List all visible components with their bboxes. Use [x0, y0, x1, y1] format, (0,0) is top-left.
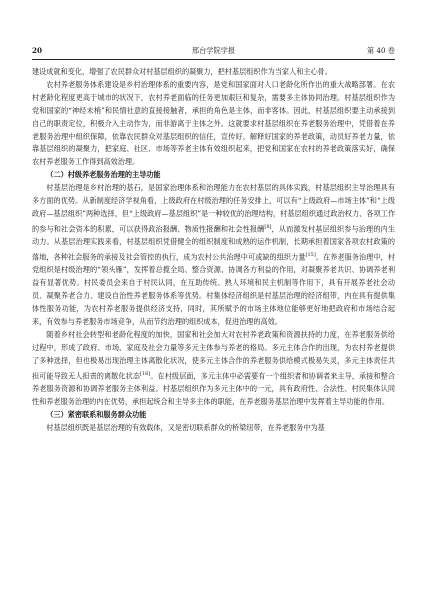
paragraph-text: 村基层组织既是基层治理的有效载体，又是密切联系群众的桥梁纽带，在养老服务中为基: [46, 422, 325, 432]
paragraph: [32, 329, 395, 409]
paragraph-text: 建设成就和变化，增强了农民群众对村基层组织的凝聚力，把村基层组织作为当家人和主心骨。: [32, 67, 332, 76]
paragraph: [32, 182, 395, 329]
paragraph-text: ，从而激发村基层组织参与治理的内生动力。从基层治理实践来看，村基层组织凭借健全的组织制度和成熟的运作机制，长期承担着国家各项农村政策的落地，各种社会服务的承接及社会管控的执行，成为农村公共治理中可或缺的组织力量: [32, 224, 395, 262]
paragraph: [32, 422, 395, 435]
running-header: [32, 44, 395, 58]
paragraph-text: 农村养老服务体系建设是乡村治理体系的重要内容，是党和国家面对人口老龄化所作出的重大战略部署。在农村老龄化程度更高于城市的状况下，农村养老面临的任务更加艰巨和复杂，需要多主体协同治理。村基层组织作为党和国家的“神经末梢”和民情社意的直接接触者，承担的角色是主体，而非客体。因此，村基层组织要主动承接到自己的职责定位，积极介入主动作为，而非游离于主体之外。这就要求村基层组织在养老服务治理中，凭借着在养老服务治理中组织保障，依靠农民群众对基层组织的信任，宣传好、解释好国家的养老政策，动员好养老力量，依靠基层组织的凝聚力，把家庭、社区、市场等养老主体有效组织起来，把党和国家在农村的养老政策落实好，确保农村养老服务工作得到高效治理。: [32, 79, 395, 167]
article-body: [32, 66, 395, 597]
section-heading: （三）紧密联系和服务群众功能: [46, 409, 147, 419]
citation-ref: [8]: [264, 223, 272, 230]
section-heading: （二）村级养老服务治理的主导功能: [46, 170, 161, 180]
citation-ref: [15]: [305, 252, 316, 259]
paragraph-text: 随着乡村社会转型和老龄化程度的加快，国家和社会加大对农村养老政策和资源扶持的力度，在养老服务供给过程中，形成了政府、市场、家庭及社会力量等多元主体参与养老的格局。多元主体合作的出现，为农村养老提供了多种选择，但也极易出现治理主体离散化状况，使多元主体合作的养老服务供给模式极易失灵，多元主体责任共担可能导致无人担责的离散化状态: [32, 329, 395, 380]
paragraph: [32, 66, 395, 79]
paragraph-text: 村基层治理是乡村治理的基石，是国家治理体系和治理能力在农村基层的具体实践，村基层组织主导治理具有多方面的优势。从新制度经济学视角看，上级政府在村级治理的任务安排上，可以有“上级政府—市场主体”和“上级政府—基层组织”两种选择，但“上级政府—基层组织”是一种较优的治理结构，村基层组织通过政治权力、各项工作的参与和社会资本的积累，可以获得政治报酬、物质性报酬和社会性报酬: [32, 183, 395, 234]
header-rule: [32, 59, 395, 60]
volume-label: 第 40 卷: [366, 46, 395, 55]
paragraph-text: 。在养老服务治理中，村党组织是村级治理的“领头雁”，发挥着总揽全局、整合资源、协调各方利益的作用，对凝聚养老共识、协调养老利益有显著优势。村民委员会来自于村民认同，在互助传统、熟人环境和民主机制等作用下，具有开展养老社会动员、凝聚养老合力、建设自治性养老服务体系等优势。村集体经济组织是村基层治理的经济组带，内在具有提供集体性服务功能，为农村养老服务提供经济支持，同时，其所赋予的市场主体地位能够更好地把政府和市场结合起来，有效参与养老服务市场竞争，从而节约治理的组织成本，促进治理的高效。: [32, 252, 395, 326]
paragraph: [32, 79, 395, 169]
page-number: 20: [32, 46, 43, 55]
paragraph-text: 。在村级层面，多元主体中必需要有一个组织者和协调者来主导，承接和整合养老服务资源和协调养老服务主体利益。村基层组织作为多元主体中的一元，具有政府性、合法性、村民集体认同性和养老服务治理的内在优势，承担起统合和主导多主体的职能，在养老服务基层治理中发挥着主导功能的作用。: [32, 370, 395, 406]
citation-ref: [16]: [139, 370, 151, 377]
journal-title: 邢台学院学报: [191, 46, 236, 55]
